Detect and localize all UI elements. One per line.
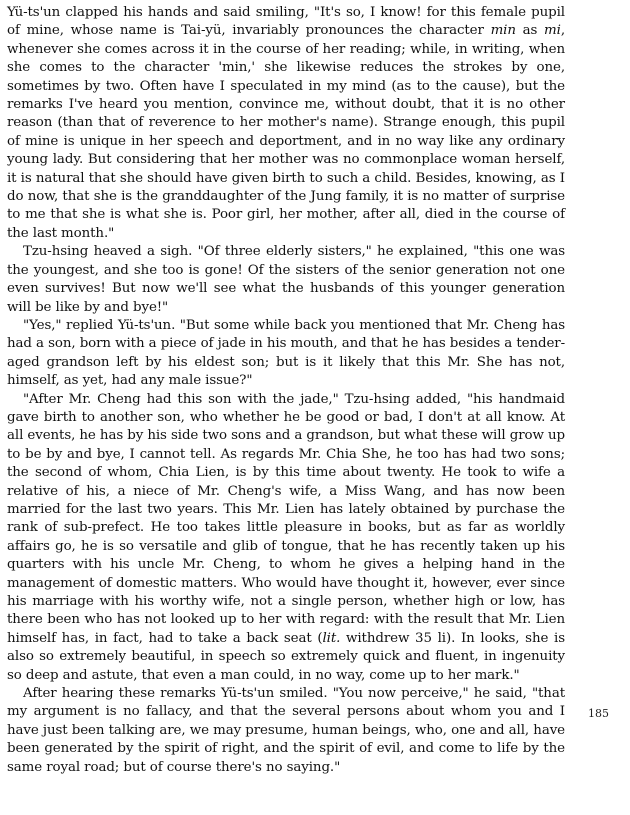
italic-text: mi bbox=[544, 23, 561, 39]
italic-text: min bbox=[490, 23, 516, 39]
text-run: "After Mr. Cheng had this son with the jade," Tzu-hsing added, "his handmaid gave birth to another son, who whether he be good or bad, I don't at all know. At all events, he has by his side two sons and a grandson, but what these will grow up to be by and bye, I cannot tell. As regards Mr. Chia She, he too has had two sons; the second of whom, Chia Lien, is by this time about twenty. He took to wife a relative of his, a niece of Mr. Cheng's wife, a Miss Wang, and has now been married for the last two years. This Mr. Lien has lately obtained by purchase the rank of sub-prefect. He too takes little pleasure in books, but as far as worldly affairs go, he is so versatile and glib of tongue, that he has recently taken up his quarters with his uncle Mr. Cheng, to whom he gives a helping hand in the management of domestic matters. Who would have thought it, however, ever since his marriage with his worthy wife, not a single person, whether high or low, has there been who has not looked up to her with regard: with the result that Mr. Lien himself has, in fact, had to take a back seat ( bbox=[7, 391, 565, 646]
paragraph bbox=[7, 243, 565, 317]
text-run: Yü-ts'un clapped his hands and said smiling, "It's so, I know! for this female pupil of mine, whose name is Tai-yü, invariably pronounces the character bbox=[7, 5, 565, 39]
paragraph bbox=[7, 317, 565, 391]
text-run: After hearing these remarks Yü-ts'un smiled. "You now perceive," he said, "that my argument is no fallacy, and that the several persons about whom you and I have just been talking are, we may presume, human beings, who, one and all, have been generated by the spirit of right, and the spirit of evil, and come to life by the same royal road; but of course there's no saying." bbox=[7, 686, 565, 775]
text-run: , whenever she comes across it in the course of her reading; while, in writing, when she comes to the character 'min,' she likewise reduces the strokes by one, sometimes by two. Often have I speculated in my mind (as to the cause), but the remarks I've heard you mention, convince me, without doubt, that it is no other reason (than that of reverence to her mother's name). Strange enough, this pupil of mine is unique in her speech and deportment, and in no way like any ordinary young lady. But considering that her mother was no commonplace woman herself, it is natural that she should have given birth to such a child. Besides, knowing, as I do now, that she is the granddaughter of the Jung family, it is no matter of surprise to me that she is what she is. Poor girl, her mother, after all, died in the course of the last month." bbox=[7, 23, 565, 241]
paragraph bbox=[7, 4, 565, 243]
page-number: 185 bbox=[588, 707, 609, 720]
text-run: withdrew 35 li). In looks, she is also so extremely beautiful, in speech so extremely quick and fluent, in ingenuity so deep and astute, that even a man could, in no way, come up to her mark." bbox=[7, 630, 565, 683]
text-run: "Yes," replied Yü-ts'un. "But some while back you mentioned that Mr. Cheng has had a son, born with a piece of jade in his mouth, and that he has besides a tender-aged grandson left by his eldest son; but is it likely that this Mr. She has not, himself, as yet, had any male issue?" bbox=[7, 317, 565, 389]
italic-text: lit. bbox=[322, 630, 341, 646]
paragraph bbox=[7, 685, 565, 777]
paragraph bbox=[7, 391, 565, 686]
body-text bbox=[7, 4, 565, 777]
text-run: Tzu-hsing heaved a sigh. "Of three elderly sisters," he explained, "this one was the youngest, and she too is gone! Of the sisters of the senior generation not one even survives! But now we'll see what the husbands of this younger generation will be like by and bye!" bbox=[7, 244, 565, 315]
text-run: as bbox=[515, 23, 545, 39]
